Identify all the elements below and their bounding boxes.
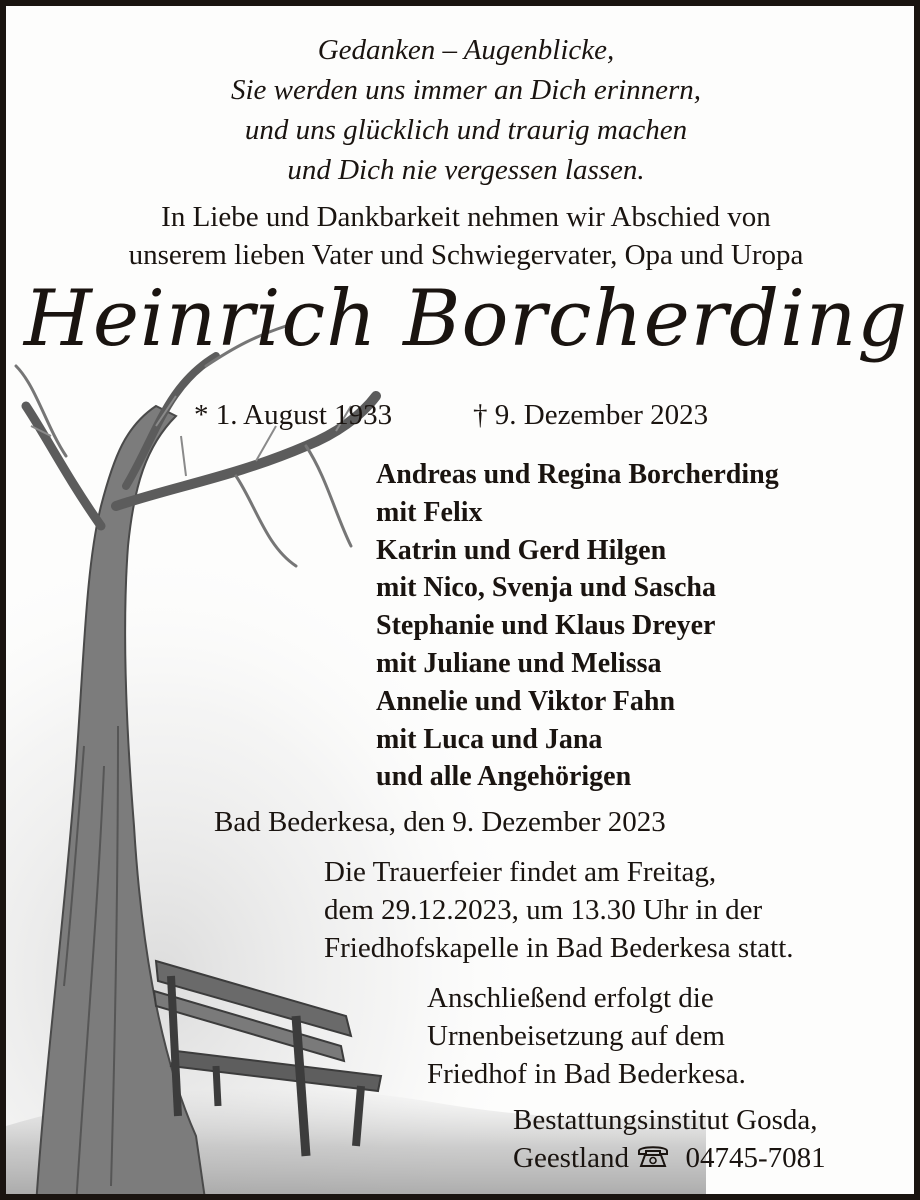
deceased-name: Heinrich Borcherding xyxy=(23,274,909,364)
intro-line: unserem lieben Vater und Schwiegervater, Opa und Uropa xyxy=(128,239,804,271)
urn-line: Urnenbeisetzung auf dem xyxy=(427,1020,725,1052)
funeral-line: Friedhofskapelle in Bad Bederkesa statt. xyxy=(324,932,794,964)
mourner-line: mit Luca und Jana xyxy=(376,723,603,755)
mourner-line: mit Juliane und Melissa xyxy=(376,647,662,679)
mourner-line: Annelie und Viktor Fahn xyxy=(376,685,676,717)
birth-date: * 1. August 1933 xyxy=(194,399,393,431)
funeral-line: Die Trauerfeier findet am Freitag, xyxy=(324,856,717,888)
funeral-line: dem 29.12.2023, um 13.30 Uhr in der xyxy=(324,894,763,926)
intro-line: In Liebe und Dankbarkeit nehmen wir Abschied von xyxy=(161,201,771,233)
undertaker-contact xyxy=(513,1139,826,1177)
undertaker-name: Bestattungsinstitut Gosda, xyxy=(513,1104,818,1136)
poem xyxy=(6,30,920,190)
death-date: † 9. Dezember 2023 xyxy=(473,399,709,431)
undertaker-place: Geestland xyxy=(513,1142,629,1174)
poem-line: und Dich nie vergessen lassen. xyxy=(287,154,645,186)
urn-line: Friedhof in Bad Bederkesa. xyxy=(427,1058,746,1090)
mourner-line: mit Felix xyxy=(376,496,483,528)
funeral-notice xyxy=(324,853,794,967)
mourner-line: Stephanie und Klaus Dreyer xyxy=(376,610,716,642)
undertaker-phone: 04745-7081 xyxy=(685,1142,826,1174)
undertaker-info xyxy=(513,1101,826,1177)
telephone-icon xyxy=(636,1143,670,1169)
farewell-intro xyxy=(6,198,920,274)
mourner-line: und alle Angehörigen xyxy=(376,761,632,793)
poem-line: Sie werden uns immer an Dich erinnern, xyxy=(230,74,702,106)
mourner-line: mit Nico, Svenja und Sascha xyxy=(376,572,716,604)
mourners-list xyxy=(376,456,779,796)
poem-line: Gedanken – Augenblicke, xyxy=(317,34,615,66)
mourner-line: Katrin und Gerd Hilgen xyxy=(376,534,667,566)
place-and-date: Bad Bederkesa, den 9. Dezember 2023 xyxy=(214,806,666,838)
mourner-line: Andreas und Regina Borcherding xyxy=(376,459,779,490)
urn-line: Anschließend erfolgt die xyxy=(427,982,714,1014)
urn-burial-notice xyxy=(427,979,746,1093)
poem-line: und uns glücklich und traurig machen xyxy=(244,114,688,146)
